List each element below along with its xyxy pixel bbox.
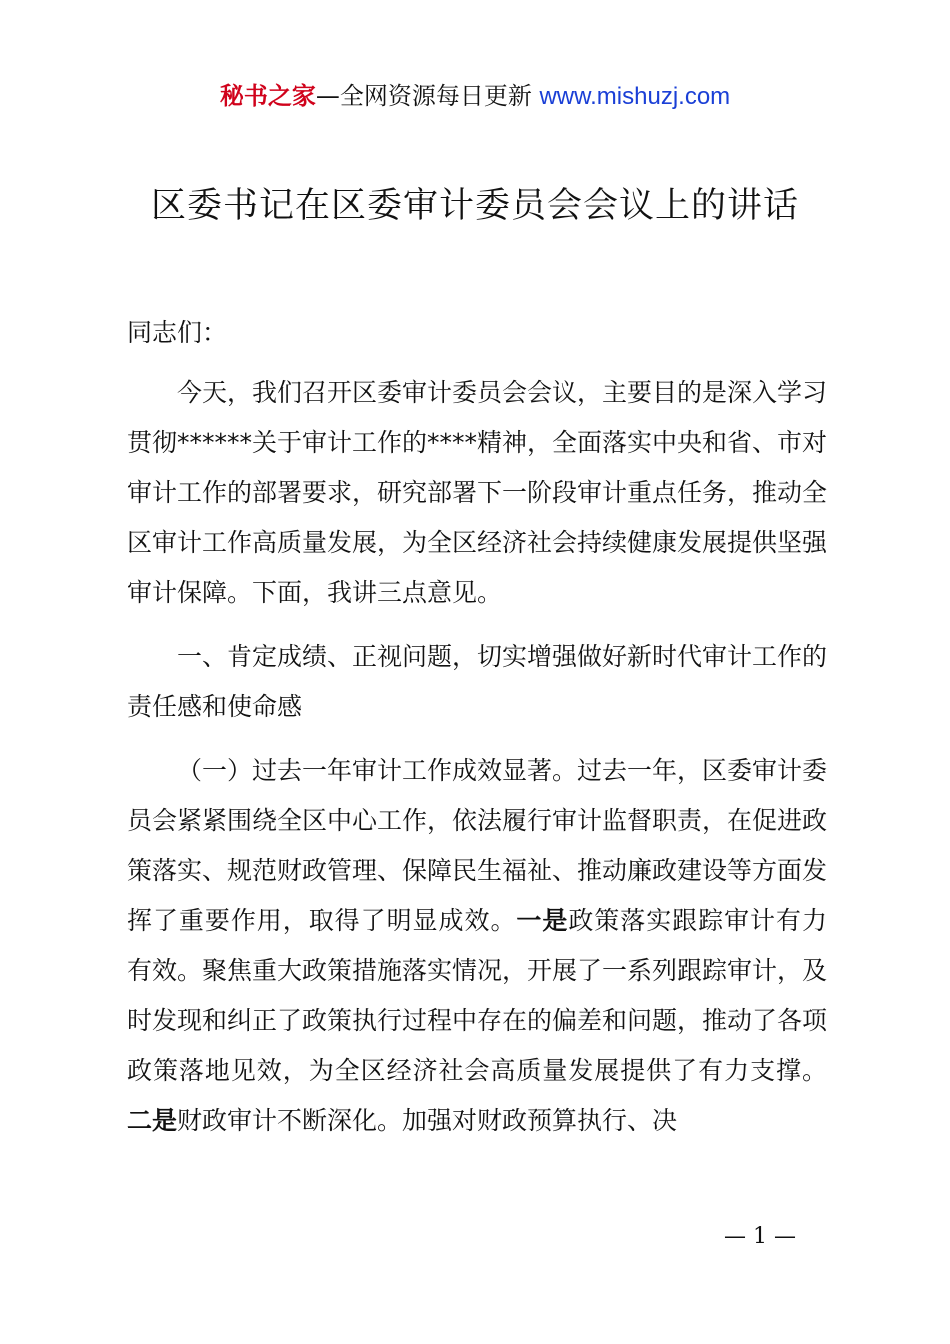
- emphasis-second: 二是: [127, 1106, 178, 1135]
- paragraph-achievements: [127, 746, 827, 1146]
- emphasis-first: 一是: [516, 906, 569, 935]
- paragraph-part: （一）过去一年审计工作成效显著。过去一年，区委审计委员会紧紧围绕全区中心工作，依法履行审计监督职责，在促进政策落实、规范财政管理、保障民生福祉、推动廉政建设等方面发挥了重要作用，取得了明显成效。: [127, 756, 828, 935]
- paragraph-intro: [127, 368, 827, 618]
- page-number: — 1 —: [724, 1224, 796, 1249]
- section-heading-1: [127, 632, 827, 732]
- site-header: [0, 78, 950, 115]
- paragraph-part: 政策落实跟踪审计有力有效。聚焦重大政策措施落实情况，开展了一系列跟踪审计，及时发现和纠正了政策执行过程中存在的偏差和问题，推动了各项政策落地见效，为全区经济社会高质量发展提供了有力支撑。: [127, 906, 828, 1085]
- paragraph-text: [127, 746, 827, 1146]
- brand-name: 秘书之家: [219, 82, 316, 110]
- paragraph-text: 今天，我们召开区委审计委员会会议，主要目的是深入学习贯彻******关于审计工作的****精神，全面落实中央和省、市对审计工作的部署要求，研究部署下一阶段审计重点任务，推动全区审计工作高质量发展，为全区经济社会持续健康发展提供坚强审计保障。下面，我讲三点意见。: [127, 378, 828, 607]
- paragraph-part: 财政审计不断深化。加强对财政预算执行、决: [177, 1106, 678, 1135]
- document-title: 区委书记在区委审计委员会会议上的讲话: [150, 186, 799, 226]
- section-heading-text: 一、肯定成绩、正视问题，切实增强做好新时代审计工作的责任感和使命感: [127, 642, 828, 721]
- header-slogan: —全网资源每日更新: [315, 82, 540, 110]
- salutation: 同志们：: [127, 318, 228, 347]
- header-url[interactable]: www.mishuzj.com: [539, 83, 731, 110]
